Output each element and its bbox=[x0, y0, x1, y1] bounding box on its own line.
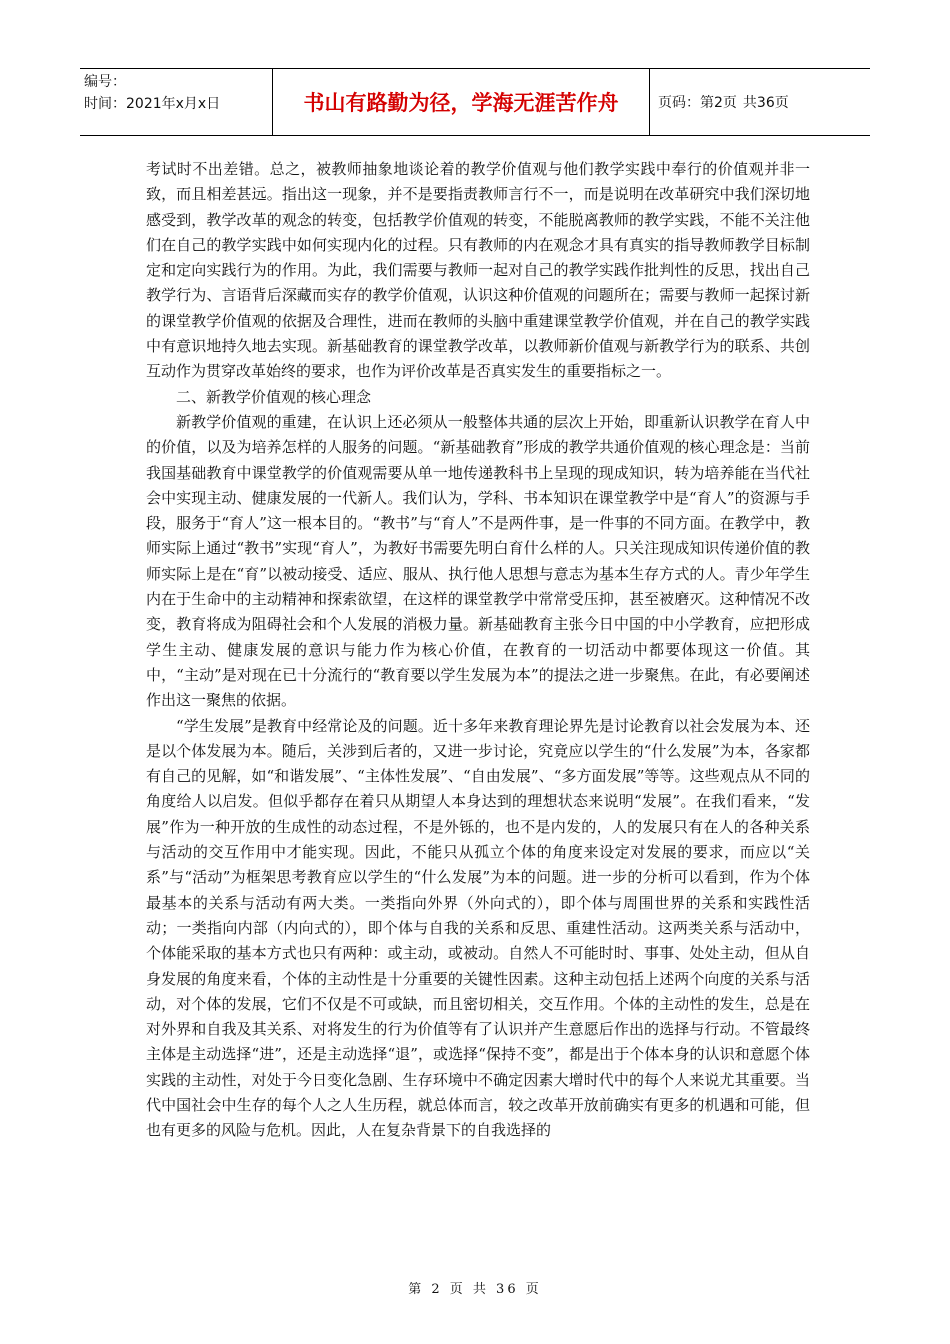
number-label: 编号： bbox=[84, 74, 126, 90]
header-meta bbox=[80, 69, 273, 135]
paragraph-3: “学生发展”是教育中经常论及的问题。近十多年来教育理论界先是讨论教育以社会发展为本、还是以个体发展为本。随后，关涉到后者的，又进一步讨论，究竟应以学生的“什么发展”为本，各家都有自己的见解，如“和谐发展”、“主体性发展”、“自由发展”、“多方面发展”等等。这些观点从不同的角度给人以启发。但似乎都存在着只从期望人本身达到的理想状态来说明“发展”。在我们看来，“发展”作为一种开放的生成性的动态过程，不是外铄的，也不是内发的，人的发展只有在人的各种关系与活动的交互作用中才能实现。因此，不能只从孤立个体的角度来设定对发展的要求，而应以“关系”与“活动”为框架思考教育应以学生的“什么发展”为本的问题。进一步的分析可以看到，作为个体最基本的关系与活动有两大类。一类指向外界（外向式的），即个体与周围世界的关系和实践性活动；一类指向内部（内向式的），即个体与自我的关系和反思、重建性活动。这两类关系与活动中，个体能采取的基本方式也只有两种：或主动，或被动。自然人不可能时时、事事、处处主动，但从自身发展的角度来看，个体的主动性是十分重要的关键性因素。这种主动包括上述两个向度的关系与活动，对个体的发展，它们不仅是不可或缺，而且密切相关，交互作用。个体的主动性的发生，总是在对外界和自我及其关系、对将发生的行为价值等有了认识并产生意愿后作出的选择与行动。不管最终主体是主动选择“进”，还是主动选择“退”，或选择“保持不变”，都是出于个体本身的认识和意愿个体实践的主动性，对处于今日变化急剧、生存环境中不确定因素大增时代中的每个人来说尤其重要。当代中国社会中生存的每个人之人生历程，就总体而言，较之改革开放前确实有更多的机遇和可能，但也有更多的风险与危机。因此，人在复杂背景下的自我选择的 bbox=[146, 716, 810, 1140]
document-body bbox=[146, 157, 810, 1144]
page-header bbox=[80, 68, 870, 136]
header-page-info bbox=[650, 69, 870, 135]
paragraph-1: 考试时不出差错。总之，被教师抽象地谈论着的教学价值观与他们教学实践中奉行的价值观并非一致，而且相差甚远。指出这一现象，并不是要指责教师言行不一，而是说明在改革研究中我们深切地感受到，教学改革的观念的转变，包括教学价值观的转变，不能脱离教师的教学实践，不能不关注他们在自己的教学实践中如何实现内化的过程。只有教师的内在观念才具有真实的指导教师教学目标制定和定向实践行为的作用。为此，我们需要与教师一起对自己的教学实践作批判性的反思，找出自己教学行为、言语背后深藏而实存的教学价值观，认识这种价值观的问题所在；需要与教师一起探讨新的课堂教学价值观的依据及合理性，进而在教师的头脑中重建课堂教学价值观，并在自己的教学实践中有意识地持久地去实现。新基础教育的课堂教学改革，以教师新价值观与新教学行为的联系、共创互动作为贯穿改革始终的要求，也作为评价改革是否真实发生的重要指标之一。 bbox=[146, 160, 810, 381]
section-heading: 二、新教学价值观的核心理念 bbox=[176, 387, 372, 406]
page-number: 页码：第2页 bbox=[658, 95, 737, 111]
paragraph-2: 新教学价值观的重建，在认识上还必须从一般整体共通的层次上开始，即重新认识教学在育人中的价值，以及为培养怎样的人服务的问题。“新基础教育”形成的教学共通价值观的核心理念是：当前我国基础教育中课堂教学的价值观需要从单一地传递教科书上呈现的现成知识，转为培养能在当代社会中实现主动、健康发展的一代新人。我们认为，学科、书本知识在课堂教学中是“育人”的资源与手段，服务于“育人”这一根本目的。“教书”与“育人”不是两件事，是一件事的不同方面。在教学中，教师实际上通过“教书”实现“育人”，为教好书需要先明白育什么样的人。只关注现成知识传递价值的教师实际上是在“育”以被动接受、适应、服从、执行他人思想与意志为基本生存方式的人。青少年学生内在于生命中的主动精神和探索欲望，在这样的课堂教学中常常受压抑，甚至被磨灭。这种情况不改变，教育将成为阻碍社会和个人发展的消极力量。新基础教育主张今日中国的中小学教育，应把形成学生主动、健康发展的意识与能力作为核心价值，在教育的一切活动中都要体现这一价值。其中，“主动”是对现在已十分流行的“教育要以学生发展为本”的提法之进一步聚焦。在此，有必要阐述作出这一聚焦的依据。 bbox=[146, 412, 810, 710]
total-pages: 共36页 bbox=[742, 95, 789, 111]
page-footer: 第 2 页 共 36 页 bbox=[408, 1282, 542, 1297]
header-motto: 书山有路勤为径，学海无涯苦作舟 bbox=[273, 69, 650, 135]
date-label: 时间：2021年x月x日 bbox=[84, 96, 221, 112]
